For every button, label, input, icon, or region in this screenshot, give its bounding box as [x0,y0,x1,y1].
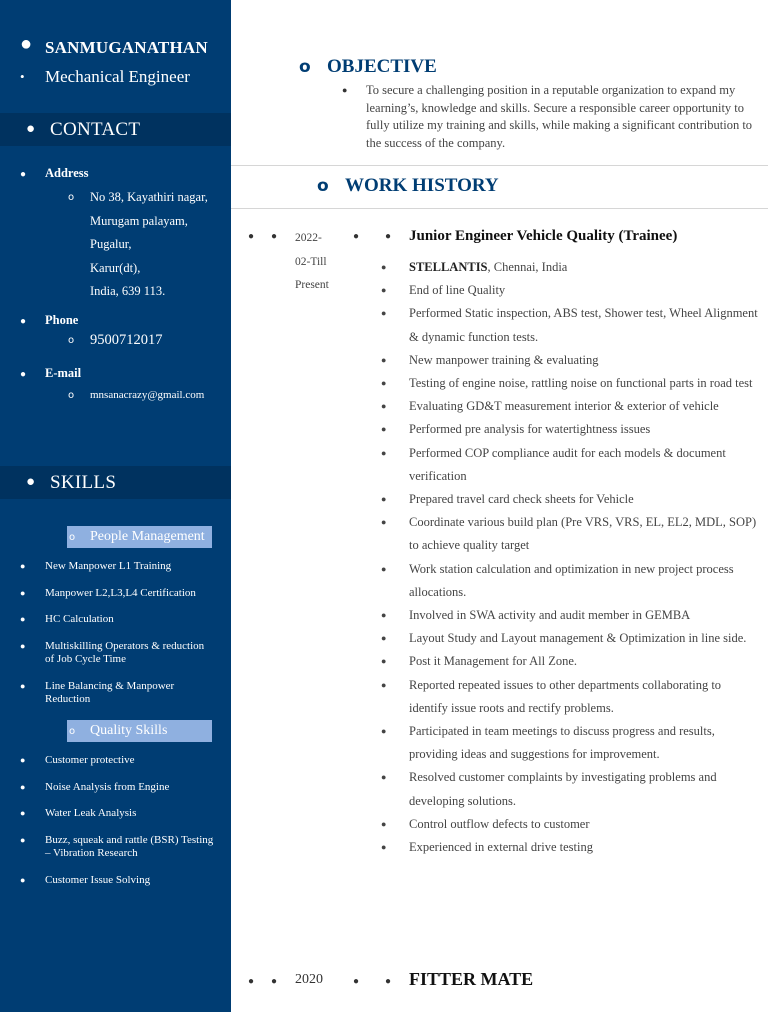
email-label: E-mail [45,366,82,380]
duty-item: ● Work station calculation and optimization in new project process allocations. [381,558,768,604]
bullet-icon: ● [381,633,387,644]
skill-group-title: People Management [90,529,205,544]
duty-item: ● Participated in team meetings to discuss progress and results, providing ideas and suggestions for improvement. [381,720,768,766]
job-title: FITTER MATE [409,969,534,989]
circle-bullet-icon: o [69,725,76,737]
bullet-icon: ● [381,378,387,389]
skill-item: ● New Manpower L1 Training [20,560,172,572]
bullet-icon: • [20,69,25,84]
skill-item: ● HC Calculation [20,613,114,625]
bullet-icon: ● [381,772,387,783]
bullet-icon: ● [381,818,387,829]
bullet-icon: ● [353,976,360,987]
job-duties-list [381,256,768,859]
people-management-list [20,560,220,716]
bullet-icon: ● [20,808,26,818]
bullet-icon: ● [385,976,392,987]
company-line [381,256,768,279]
bullet-icon: ● [20,680,26,691]
skills-section-header [0,466,231,499]
skill-group-heading [67,526,212,548]
phone-number[interactable]: 9500712017 [90,332,163,348]
bullet-icon: ● [248,976,255,987]
objective-heading [299,56,437,78]
bullet-icon: ● [26,121,36,137]
date-line: 2022- [295,232,322,244]
address-text: Karur(dt), [90,260,141,275]
phone-row [68,332,163,349]
company-name: STELLANTIS [409,260,488,274]
duty-item: ● New manpower training & evaluating [381,349,768,372]
bullet-icon: ● [381,610,387,621]
bullet-icon: ● [20,874,26,885]
duty-item: ● Testing of engine noise, rattling noise on functional parts in road test [381,372,768,395]
bullet-icon: ● [381,517,387,528]
bullet-icon: ● [20,614,26,624]
skills-title: SKILLS [50,471,117,493]
address-line [68,210,208,234]
email-label-row [20,366,81,381]
skill-item: ● Customer Issue Solving [20,873,151,886]
bullet-icon: ● [385,231,392,242]
address-line [68,257,208,281]
skill-item: ● Noise Analysis from Engine [20,780,170,793]
skill-item: ● Customer protective [20,754,135,766]
circle-bullet-icon: o [299,57,311,77]
contact-title: CONTACT [50,118,141,140]
address-label-row [20,166,89,181]
bullet-icon: ● [381,842,387,853]
section-divider [231,208,768,209]
bullet-icon: ● [271,231,278,242]
company-location: , Chennai, India [487,260,568,274]
bullet-icon: ● [381,679,387,690]
duty-item: ● Performed pre analysis for watertightness issues [381,418,768,441]
skill-group-title: Quality Skills [90,723,168,738]
bullet-icon: ● [381,308,387,319]
bullet-icon: ● [381,563,387,574]
bullet-icon: ● [271,976,278,987]
bullet-icon: ● [381,285,387,296]
duty-item: ● Post it Management for All Zone. [381,650,768,673]
bullet-icon: ● [20,587,26,598]
bullet-icon: ● [381,726,387,737]
work-history-heading [317,175,499,197]
skill-item: ● Multiskilling Operators & reduction of Job Cycle Time [20,639,205,665]
bullet-icon: ● [381,656,387,667]
date-line: Present [295,279,329,291]
bullet-icon: ● [381,447,387,458]
bullet-icon: ● [26,474,36,490]
skill-item: ● Manpower L2,L3,L4 Certification [20,586,196,599]
bullet-icon: ● [353,231,360,242]
address-line [68,233,208,257]
address-text: No 38, Kayathiri nagar, [90,190,208,205]
email-row [68,389,204,401]
objective-text: To secure a challenging position in a reputable organization to expand my learning’s, knowledge and skills. Secure a responsible career opportunity to fully utilize my training and skills, while making a significant contribution to the success of the company. [366,83,753,150]
quality-skills-list [20,754,220,900]
bullet-icon: ● [20,169,27,180]
objective-title: OBJECTIVE [327,56,437,77]
bullet-icon: ● [20,834,26,845]
duty-item: ● Control outflow defects to customer [381,813,768,836]
duty-item: ● Performed COP compliance audit for each models & document verification [381,442,768,488]
duty-item: ● End of line Quality [381,279,768,302]
sidebar [0,0,231,1012]
circle-bullet-icon: o [68,335,75,346]
duty-item: ● Performed Static inspection, ABS test, Shower test, Wheel Alignment & dynamic function tests. [381,302,768,348]
address-line [68,186,208,210]
bullet-icon: ● [20,369,27,380]
duty-item: ● Prepared travel card check sheets for Vehicle [381,488,768,511]
address-text: Murugam palayam, [90,213,188,228]
skill-item: ● Line Balancing & Manpower Reduction [20,679,175,705]
skill-group-heading [67,720,212,742]
name-row [20,33,208,58]
job-date: 2020 [295,972,323,987]
bullet-icon: ● [381,494,387,505]
bullet-icon: ● [381,401,387,412]
bullet-icon: ● [20,781,26,792]
address-text: Pugalur, [90,237,132,252]
duty-item: ● Coordinate various build plan (Pre VRS, VRS, EL, EL2, MDL, SOP) to achieve quality target [381,511,768,557]
address-block [68,186,208,304]
job-date [295,227,329,298]
duty-item: ● Evaluating GD&T measurement interior & exterior of vehicle [381,395,768,418]
bullet-icon: ● [342,85,348,95]
address-line [68,280,208,304]
contact-section-header [0,113,231,146]
address-text: India, 639 113. [90,284,166,299]
bullet-icon: ● [20,316,27,327]
duty-item: ● Experienced in external drive testing [381,836,768,859]
bullet-icon: ● [248,231,255,242]
objective-paragraph [342,82,768,152]
main-content [231,0,768,1024]
date-line: 02-Till [295,255,327,268]
skill-item: ● Water Leak Analysis [20,807,137,819]
bullet-icon: ● [20,33,33,55]
duty-item: ● Resolved customer complaints by investigating problems and developing solutions. [381,766,768,812]
duty-item: ● Involved in SWA activity and audit member in GEMBA [381,604,768,627]
job-title: Junior Engineer Vehicle Quality (Trainee) [409,228,678,244]
phone-label: Phone [45,313,79,327]
email-address[interactable]: mnsanacrazy@gmail.com [90,389,205,401]
bullet-icon: ● [381,262,387,272]
circle-bullet-icon: o [68,389,75,401]
bullet-icon: ● [20,561,26,571]
bullet-icon: ● [20,640,26,651]
skill-item: ● Buzz, squeak and rattle (BSR) Testing – Vibration Research [20,833,214,859]
work-history-title: WORK HISTORY [345,175,499,196]
bullet-icon: ● [381,424,387,435]
address-label: Address [45,166,89,180]
circle-bullet-icon: o [317,176,329,196]
role-row [20,67,190,87]
candidate-name: SANMUGANATHAN [45,38,208,57]
bullet-icon: ● [20,755,26,765]
candidate-role: Mechanical Engineer [45,67,190,86]
section-divider [231,165,768,166]
circle-bullet-icon: o [68,192,75,204]
duty-item: ● Layout Study and Layout management & Optimization in line side. [381,627,768,650]
duty-item: ● Reported repeated issues to other departments collaborating to identify issue roots and rectify problems. [381,674,768,720]
bullet-icon: ● [381,354,387,365]
phone-label-row [20,313,78,328]
circle-bullet-icon: o [69,531,76,543]
